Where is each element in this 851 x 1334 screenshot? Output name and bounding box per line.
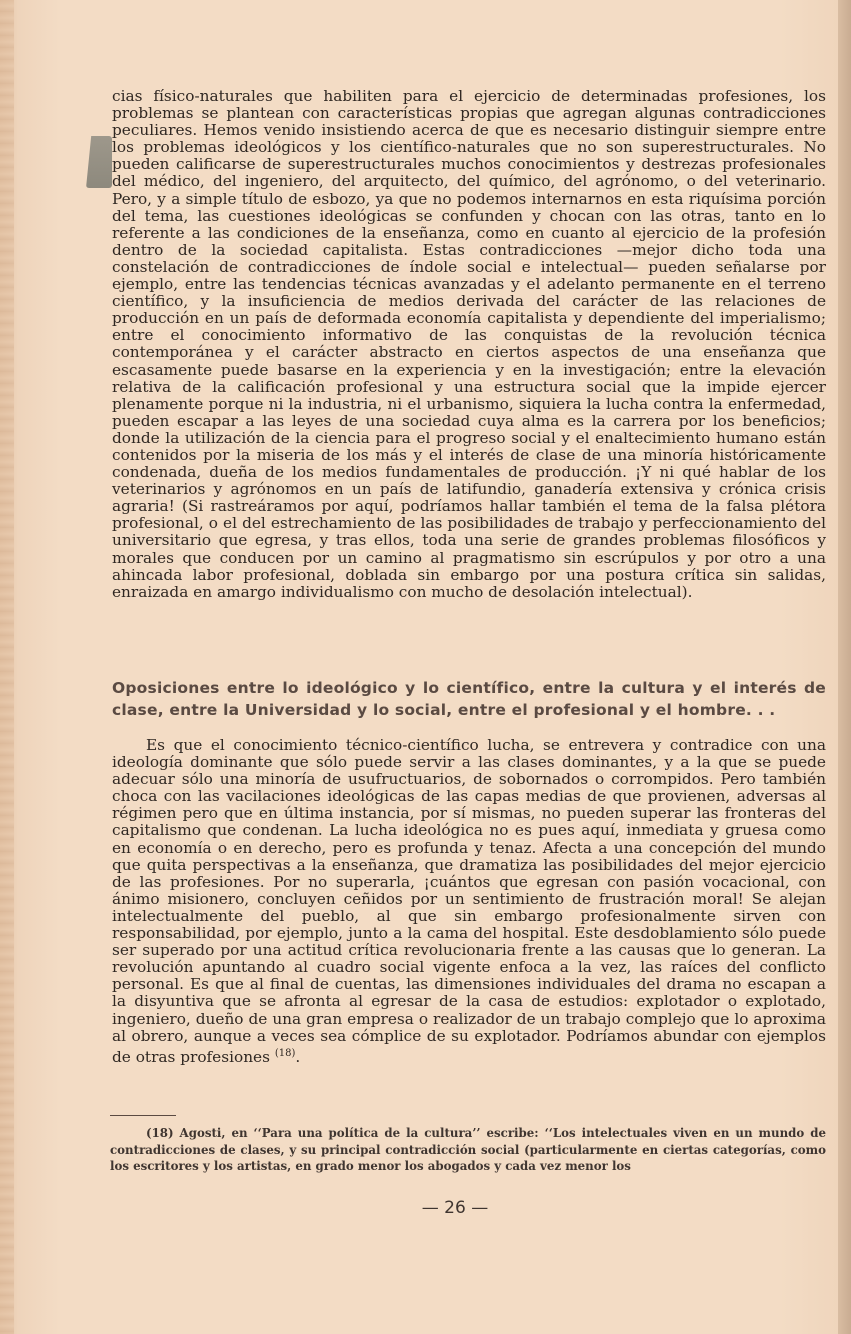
paragraph-2-text: Es que el conocimiento técnico-científico lucha, se entrevera y contradice con una ideología dominante que sólo puede servir a las clases dominantes, y a la que se puede adecuar sólo una minoría de usufructuarios, de sobornados o corrompidos. Pero también choca con las vacilaciones ideológicas de las capas medias de que provienen, adversas al régimen pero que en última instancia, por sí mismas, no pueden superar las fronteras del capitalismo que condenan. La lucha ideológica no es pues aquí, inmediata y gruesa como en economía o en derecho, pero es profunda y tenaz. Afecta a una concepción del mundo que quita perspectivas a la enseñanza, que dramatiza las posibilidades del mejor ejercicio de las profesiones. Por no superarla, ¡cuántos que egresan con pasión vocacional, con ánimo misionero, concluyen ceñidos por un sentimiento de frustración moral! Se alejan intelectualmente del pueblo, al que sin embargo profesionalmente sirven con responsabilidad, por ejemplo, junto a la cama del hospital. Este desdoblamiento sólo puede ser superado por una actitud crítica revolucionaria frente a las causas que lo generan. La revolución apuntando al cuadro social vigente enfoca a la vez, las raíces del conflicto personal. Es que al final de cuentas, las dimensiones individuales del drama no escapan a la disyuntiva que se afronta al egresar de la casa de estudios: explotador o explotado, ingeniero, dueño de una gran empresa o realizador de un trabajo complejo que lo aproxima al obrero, aunque a veces sea cómplice de su explotador. Podríamos abundar con ejemplos de otras profesiones (112, 736, 826, 1066)
footnote-divider (110, 1115, 176, 1116)
page-outer-edge (838, 0, 851, 1334)
paragraph-2-end: . (295, 1047, 301, 1066)
page-binding-edge (0, 0, 14, 1334)
body-paragraph-1 (112, 88, 826, 601)
body-paragraph-2 (112, 737, 826, 1066)
page-number: — 26 — (421, 1198, 489, 1218)
paragraph-2-container (112, 737, 826, 1066)
paragraph-1-text: cias físico-naturales que habiliten para el ejercicio de determinadas profesiones, los problemas se plantean con características propias que agregan algunas contradicciones peculiares. Hemos venido insistiendo acerca de que es necesario distinguir siempre entre los problemas ideológicos y los científico-naturales que no son superestructurales. No pueden calificarse de superestructurales muchos conocimientos y destrezas profesionales del médico, del ingeniero, del arquitecto, del químico, del agrónomo, o del veterinario. Pero, y a simple título de esbozo, ya que no podemos internarnos en esta riquísima porción del tema, las cuestiones ideológicas se confunden y chocan con las otras, tanto en lo referente a las condiciones de la enseñanza, como en cuanto al ejercicio de la profesión dentro de la sociedad capitalista. Estas contradicciones —mejor dicho toda una constelación de contradicciones de índole social e intelectual— pueden señalarse por ejemplo, entre las tendencias técnicas avanzadas y el adelanto permanente en el terreno científico, y la insuficiencia de medios derivada del carácter de las relaciones de producción en un país de deformada economía capitalista y dependiente del imperialismo; entre el conocimiento informativo de las conquistas de la revolución técnica contemporánea y el carácter abstracto en ciertos aspectos de una enseñanza que escasamente puede basarse en la experiencia y en la investigación; entre la elevación relativa de la calificación profesional y una estructura social que la impide ejercer plenamente porque ni la industria, ni el urbanismo, siquiera la lucha contra la enfermedad, pueden escapar a las leyes de una sociedad cuya alma es la carrera por los beneficios; donde la utilización de la ciencia para el progreso social y el enaltecimiento humano están contenidos por la miseria de los más y el interés de clase de una minoría históricamente condenada, dueña de los medios fundamentales de producción. ¡Y ni qué hablar de los veterinarios y agrónomos en un país de latifundio, ganadería extensiva y crónica crisis agraria! (Si rastreáramos por aquí, podríamos hallar también el tema de la falsa plétora profesional, o el del estrechamiento de las posibilidades de trabajo y perfeccionamiento del universitario que egresa, y tras ellos, toda una serie de grandes problemas filosóficos y morales que conducen por un camino al pragmatismo sin escrúpulos y por otro a una ahincada labor profesional, doblada sin embargo por una postura crítica sin salidas, enraizada en amargo individualismo con mucho de desolación intelectual). (112, 87, 826, 601)
section-heading: Oposiciones entre lo ideológico y lo científico, entre la cultura y el interés de clase, entre la Universidad y lo social, entre el profesional y el hombre. . . (112, 679, 826, 719)
footnote-text: (18) Agosti, en ‘‘Para una política de la cultura’’ escribe: ‘‘Los intelectuales viven en un mundo de contradicciones de clases, y su principal contradicción social (particularmente en ciertas categorías, como los escritores y los artistas, en grado menor los abogados y cada vez menor los (110, 1126, 826, 1174)
footnote-reference[interactable]: (18) (274, 1047, 296, 1059)
margin-ink-mark (86, 136, 112, 188)
